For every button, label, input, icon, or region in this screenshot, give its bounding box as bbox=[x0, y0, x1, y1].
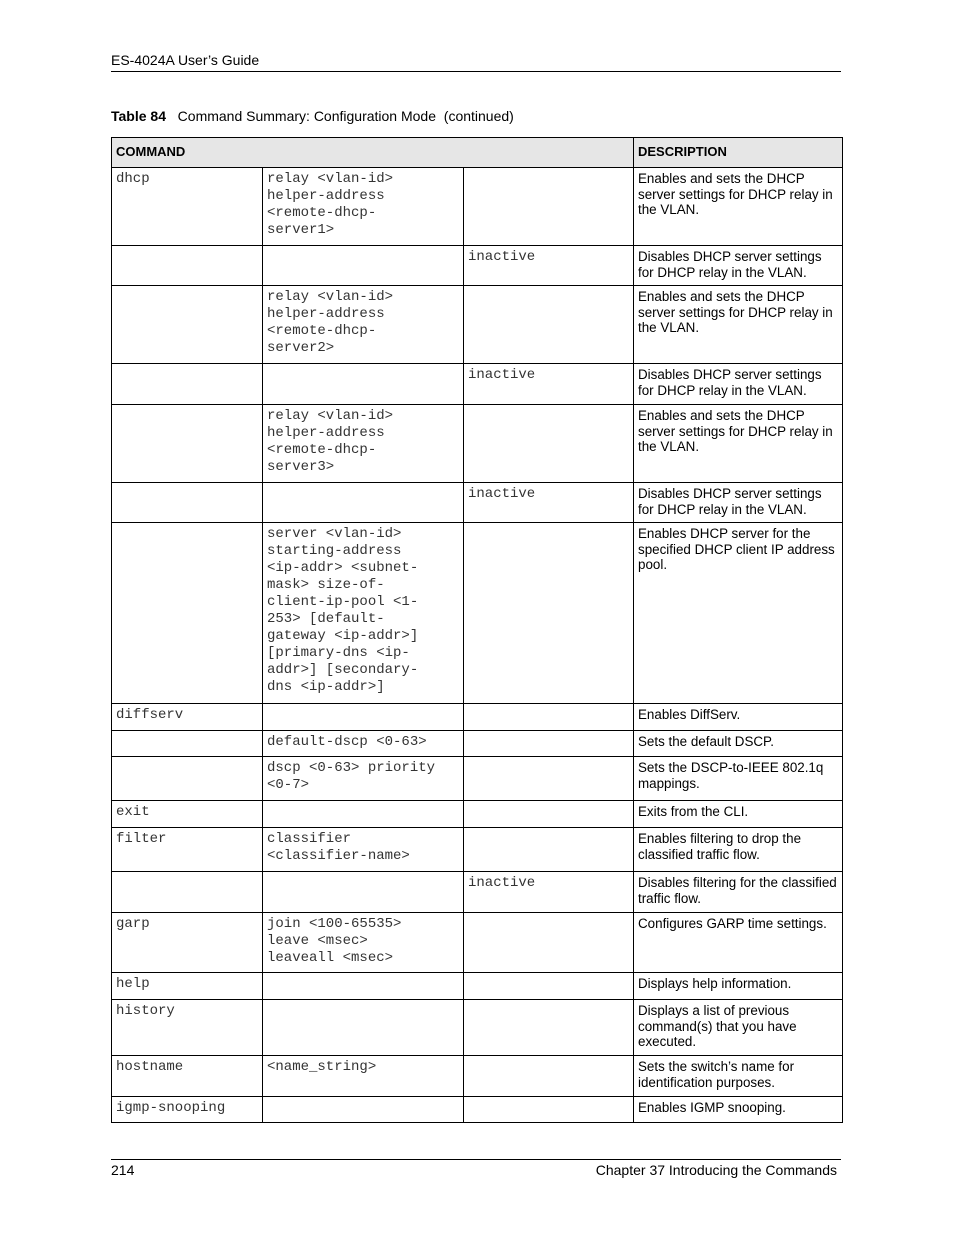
command-column-header: COMMAND bbox=[112, 138, 634, 168]
description-cell: Disables DHCP server settings for DHCP relay in the VLAN. bbox=[634, 364, 843, 405]
description-cell: Disables filtering for the classified traffic flow. bbox=[634, 872, 843, 913]
table-row bbox=[112, 1097, 843, 1123]
command-summary-table bbox=[111, 137, 843, 1123]
option-cell bbox=[464, 405, 634, 483]
table-row bbox=[112, 364, 843, 405]
description-cell: Enables filtering to drop the classified traffic flow. bbox=[634, 828, 843, 872]
option-cell bbox=[464, 1000, 634, 1056]
option-cell: inactive bbox=[464, 872, 634, 913]
description-cell: Disables DHCP server settings for DHCP relay in the VLAN. bbox=[634, 483, 843, 523]
argument-cell: <name_string> bbox=[263, 1056, 464, 1097]
header-divider bbox=[111, 71, 841, 72]
option-cell bbox=[464, 1056, 634, 1097]
command-cell bbox=[112, 523, 263, 704]
argument-cell: default-dscp <0-63> bbox=[263, 731, 464, 757]
table-row bbox=[112, 286, 843, 364]
description-cell: Exits from the CLI. bbox=[634, 801, 843, 828]
option-cell: inactive bbox=[464, 246, 634, 286]
command-cell: garp bbox=[112, 913, 263, 973]
description-cell: Enables DiffServ. bbox=[634, 704, 843, 731]
argument-cell bbox=[263, 704, 464, 731]
table-row bbox=[112, 757, 843, 801]
table-body bbox=[112, 168, 843, 1123]
table-caption-text: Command Summary: Configuration Mode (continued) bbox=[177, 108, 514, 124]
command-cell: filter bbox=[112, 828, 263, 872]
description-cell: Configures GARP time settings. bbox=[634, 913, 843, 973]
command-cell bbox=[112, 731, 263, 757]
command-cell: history bbox=[112, 1000, 263, 1056]
table-row bbox=[112, 168, 843, 246]
argument-cell bbox=[263, 872, 464, 913]
option-cell bbox=[464, 801, 634, 828]
argument-cell bbox=[263, 483, 464, 523]
table-row bbox=[112, 801, 843, 828]
table-row bbox=[112, 913, 843, 973]
option-cell bbox=[464, 704, 634, 731]
command-cell: dhcp bbox=[112, 168, 263, 246]
command-cell bbox=[112, 483, 263, 523]
option-cell bbox=[464, 913, 634, 973]
page-number: 214 bbox=[111, 1162, 135, 1178]
description-cell: Sets the default DSCP. bbox=[634, 731, 843, 757]
table-row bbox=[112, 246, 843, 286]
argument-cell bbox=[263, 973, 464, 1000]
option-cell bbox=[464, 757, 634, 801]
description-cell: Displays a list of previous command(s) that you have executed. bbox=[634, 1000, 843, 1056]
option-cell bbox=[464, 828, 634, 872]
command-cell bbox=[112, 757, 263, 801]
argument-cell bbox=[263, 364, 464, 405]
command-cell bbox=[112, 286, 263, 364]
description-cell: Disables DHCP server settings for DHCP relay in the VLAN. bbox=[634, 246, 843, 286]
table-row bbox=[112, 1000, 843, 1056]
argument-cell: relay <vlan-id> helper-address <remote-dhcp- server1> bbox=[263, 168, 464, 246]
argument-cell: relay <vlan-id> helper-address <remote-dhcp- server2> bbox=[263, 286, 464, 364]
table-row bbox=[112, 483, 843, 523]
table-row bbox=[112, 1056, 843, 1097]
description-cell: Sets the switch’s name for identification purposes. bbox=[634, 1056, 843, 1097]
table-row bbox=[112, 973, 843, 1000]
table-row bbox=[112, 872, 843, 913]
option-cell bbox=[464, 168, 634, 246]
command-cell: diffserv bbox=[112, 704, 263, 731]
option-cell bbox=[464, 523, 634, 704]
argument-cell: dscp <0-63> priority <0-7> bbox=[263, 757, 464, 801]
argument-cell bbox=[263, 1097, 464, 1123]
description-cell: Enables IGMP snooping. bbox=[634, 1097, 843, 1123]
description-column-header: DESCRIPTION bbox=[634, 138, 843, 168]
argument-cell bbox=[263, 801, 464, 828]
option-cell bbox=[464, 1097, 634, 1123]
description-cell: Sets the DSCP-to-IEEE 802.1q mappings. bbox=[634, 757, 843, 801]
table-row bbox=[112, 523, 843, 704]
footer-divider bbox=[111, 1159, 841, 1160]
table-row bbox=[112, 704, 843, 731]
command-cell: hostname bbox=[112, 1056, 263, 1097]
chapter-title: Chapter 37 Introducing the Commands bbox=[595, 1162, 837, 1178]
argument-cell bbox=[263, 1000, 464, 1056]
table-row bbox=[112, 405, 843, 483]
option-cell: inactive bbox=[464, 483, 634, 523]
table-row bbox=[112, 731, 843, 757]
command-cell: exit bbox=[112, 801, 263, 828]
table-caption bbox=[111, 108, 514, 124]
description-cell: Displays help information. bbox=[634, 973, 843, 1000]
command-cell bbox=[112, 405, 263, 483]
command-cell: igmp-snooping bbox=[112, 1097, 263, 1123]
option-cell: inactive bbox=[464, 364, 634, 405]
description-cell: Enables and sets the DHCP server settings for DHCP relay in the VLAN. bbox=[634, 168, 843, 246]
running-header: ES-4024A User’s Guide bbox=[111, 52, 260, 68]
argument-cell: classifier <classifier-name> bbox=[263, 828, 464, 872]
argument-cell: relay <vlan-id> helper-address <remote-dhcp- server3> bbox=[263, 405, 464, 483]
table-row bbox=[112, 828, 843, 872]
description-cell: Enables and sets the DHCP server settings for DHCP relay in the VLAN. bbox=[634, 286, 843, 364]
option-cell bbox=[464, 286, 634, 364]
table-header-row bbox=[112, 138, 843, 168]
description-cell: Enables and sets the DHCP server settings for DHCP relay in the VLAN. bbox=[634, 405, 843, 483]
description-cell: Enables DHCP server for the specified DHCP client IP address pool. bbox=[634, 523, 843, 704]
command-cell: help bbox=[112, 973, 263, 1000]
argument-cell bbox=[263, 246, 464, 286]
command-cell bbox=[112, 872, 263, 913]
argument-cell: join <100-65535> leave <msec> leaveall <msec> bbox=[263, 913, 464, 973]
table-caption-label: Table 84 bbox=[111, 108, 166, 124]
command-cell bbox=[112, 364, 263, 405]
argument-cell: server <vlan-id> starting-address <ip-addr> <subnet- mask> size-of- client-ip-pool <1- 253> [default- gateway <ip-addr>] [primary-dns <ip- addr>] [secondary- dns <ip-addr>] bbox=[263, 523, 464, 704]
option-cell bbox=[464, 731, 634, 757]
command-cell bbox=[112, 246, 263, 286]
option-cell bbox=[464, 973, 634, 1000]
